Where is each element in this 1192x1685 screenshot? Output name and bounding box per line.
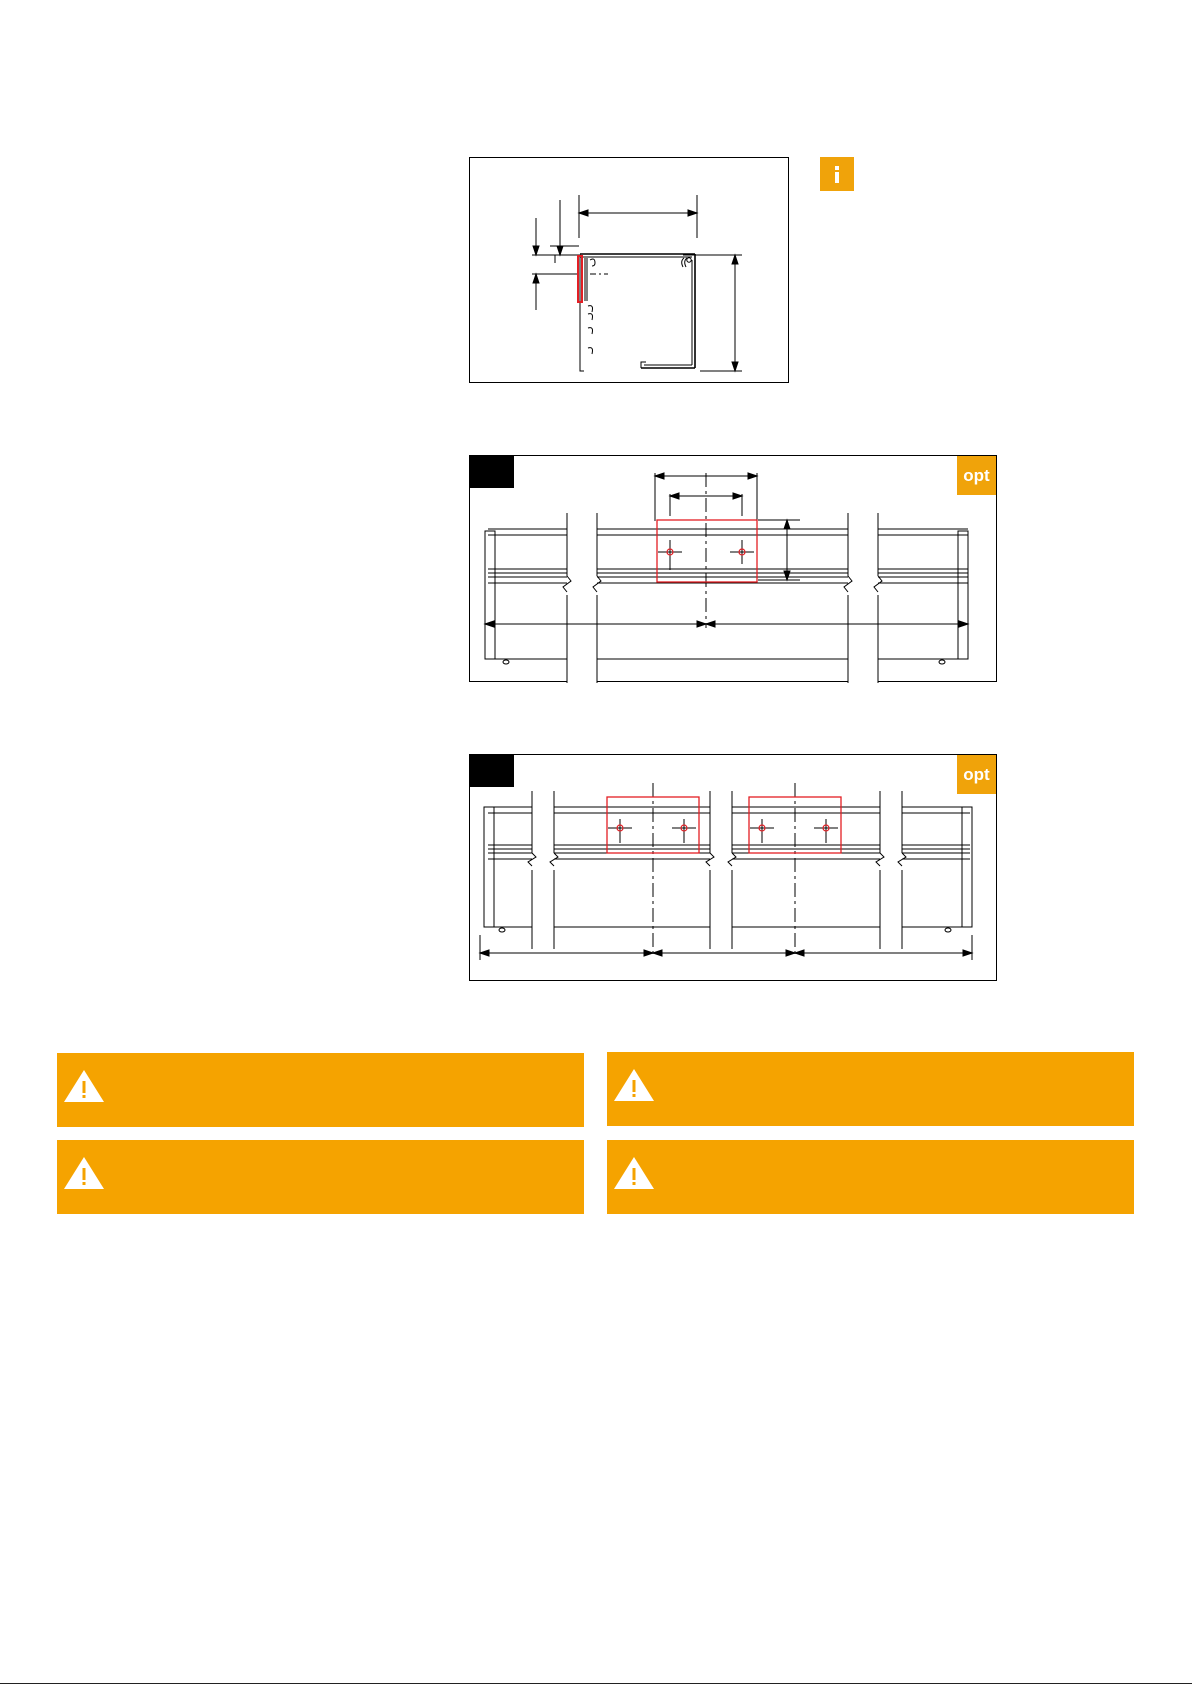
- info-icon: [820, 157, 854, 191]
- optional-badge: opt: [957, 456, 996, 495]
- warning-icon: [612, 1065, 656, 1105]
- warning-bar: [607, 1052, 1134, 1126]
- warning-icon: [62, 1153, 106, 1193]
- warning-icon: [62, 1066, 106, 1106]
- double-mounting-figure: [469, 754, 997, 981]
- optional-badge: opt: [957, 755, 996, 794]
- warning-icon: [612, 1153, 656, 1193]
- footer-rule: [0, 1683, 1192, 1684]
- warning-bar: [57, 1053, 584, 1127]
- single-mounting-figure: [469, 455, 997, 682]
- warning-bar: [57, 1140, 584, 1214]
- profile-section-drawing: [470, 158, 790, 384]
- profile-section-figure: [469, 157, 789, 383]
- warning-bar: [607, 1140, 1134, 1214]
- single-mounting-drawing: [470, 456, 998, 683]
- info-glyph: [820, 157, 854, 191]
- double-mounting-drawing: [470, 755, 998, 982]
